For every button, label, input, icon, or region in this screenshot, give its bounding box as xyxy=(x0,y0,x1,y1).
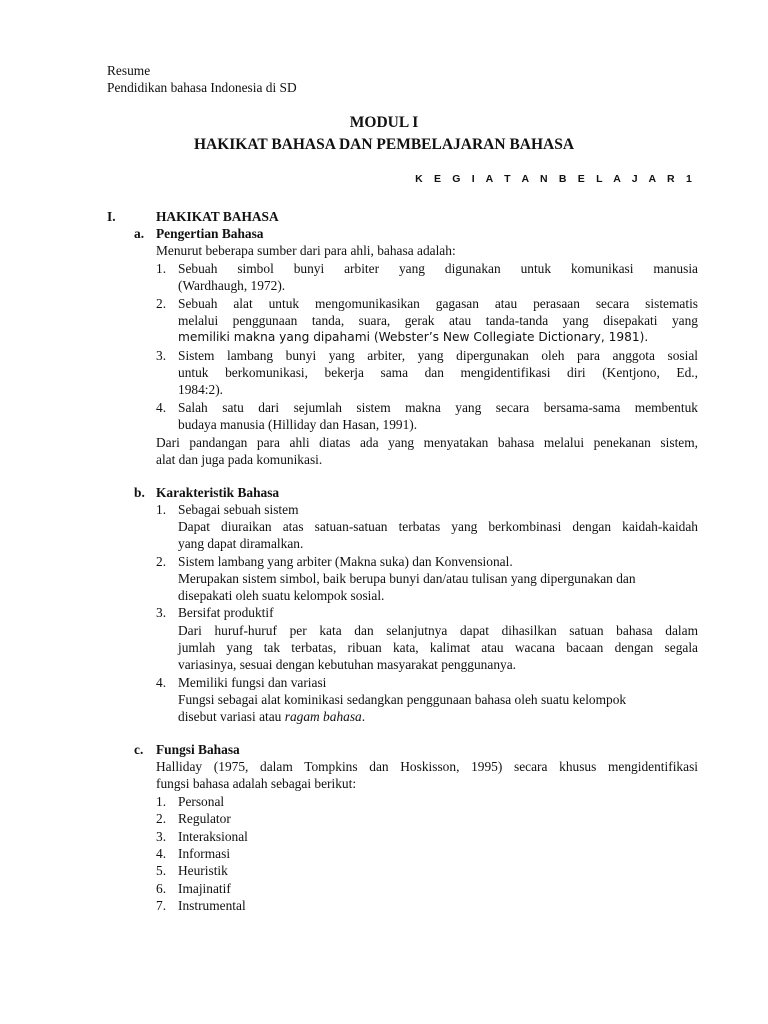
list-item-text: Fungsi sebagai alat kominikasi sedangkan penggunaan bahasa oleh suatu kelompok xyxy=(178,692,627,707)
subsection-letter: a. xyxy=(134,226,145,241)
list-number: 3. xyxy=(156,348,167,363)
list-number: 2. xyxy=(156,296,167,311)
paragraph: Dari pandangan para ahli diatas ada yang menyatakan bahasa melalui penekanan sistem, xyxy=(156,435,698,450)
paragraph: alat dan juga pada komunikasi. xyxy=(156,452,323,467)
list-item-text: untuk berkomunikasi, bekerja sama dan mengidentifikasi diri (Kentjono, Ed., xyxy=(178,365,698,380)
subsection-letter: b. xyxy=(134,485,145,500)
list-item-text: melalui penggunaan tanda, suara, gerak atau tanda-tanda yang disepakati yang xyxy=(178,313,698,328)
kegiatan-label: K E G I A T A N B E L A J A R 1 xyxy=(415,173,696,185)
list-item-text: variasinya, sesuai dengan kebutuhan masyarakat penggunanya. xyxy=(178,657,516,672)
list-item-text: Imajinatif xyxy=(178,881,231,896)
list-number: 4. xyxy=(156,400,167,415)
modul-title: MODUL I xyxy=(349,114,419,131)
list-item-text xyxy=(178,708,365,725)
list-item-text: (Wardhaugh, 1972). xyxy=(178,278,286,293)
list-item-title: Memiliki fungsi dan variasi xyxy=(178,675,327,690)
list-item-text: Personal xyxy=(178,794,225,809)
list-item-text: memiliki makna yang dipahami (Webster’s New Collegiate Dictionary, 1981). xyxy=(178,330,649,344)
list-item-title: Sistem lambang yang arbiter (Makna suka) dan Konvensional. xyxy=(178,554,513,569)
section-number: I. xyxy=(107,209,116,224)
list-item-text: Sistem lambang bunyi yang arbiter, yang dipergunakan oleh para anggota sosial xyxy=(178,348,698,363)
list-item-text: Interaksional xyxy=(178,829,248,844)
ragam-bahasa-term: ragam bahasa xyxy=(284,709,362,724)
list-item-text: Sebuah simbol bunyi arbiter yang digunakan untuk komunikasi manusia xyxy=(178,261,698,276)
list-item-text: Dari huruf-huruf per kata dan selanjutnya dapat dihasilkan satuan bahasa dalam xyxy=(178,623,698,638)
text-span: . xyxy=(361,709,366,724)
list-number: 2. xyxy=(156,554,167,569)
list-item-text: Dapat diuraikan atas satuan-satuan terbatas yang berkombinasi dengan kaidah-kaidah xyxy=(178,519,698,534)
list-number: 3. xyxy=(156,829,167,844)
list-item-text: Instrumental xyxy=(178,898,246,913)
list-item-text: Regulator xyxy=(178,811,231,826)
list-number: 4. xyxy=(156,675,167,690)
main-title: HAKIKAT BAHASA DAN PEMBELAJARAN BAHASA xyxy=(193,136,575,153)
list-item-text: Sebuah alat untuk mengomunikasikan gagasan atau perasaan secara sistematis xyxy=(178,296,698,311)
list-number: 1. xyxy=(156,794,167,809)
list-item-text: budaya manusia (Hilliday dan Hasan, 1991). xyxy=(178,417,418,432)
list-number: 5. xyxy=(156,863,167,878)
list-item-text: 1984:2). xyxy=(178,382,224,397)
header-resume: Resume xyxy=(107,63,151,78)
header-course: Pendidikan bahasa Indonesia di SD xyxy=(107,80,297,95)
list-number: 6. xyxy=(156,881,167,896)
list-number: 7. xyxy=(156,898,167,913)
list-number: 1. xyxy=(156,261,167,276)
list-item-text: Merupakan sistem simbol, baik berupa bunyi dan/atau tulisan yang dipergunakan dan xyxy=(178,571,636,586)
subsection-heading: Fungsi Bahasa xyxy=(156,742,240,757)
list-item-text: Salah satu dari sejumlah sistem makna yang secara bersama-sama membentuk xyxy=(178,400,698,415)
paragraph: Menurut beberapa sumber dari para ahli, bahasa adalah: xyxy=(156,243,456,258)
list-number: 3. xyxy=(156,605,167,620)
subsection-letter: c. xyxy=(134,742,144,757)
list-number: 1. xyxy=(156,502,167,517)
subsection-heading: Karakteristik Bahasa xyxy=(156,485,280,500)
list-number: 2. xyxy=(156,811,167,826)
list-item-title: Sebagai sebuah sistem xyxy=(178,502,299,517)
list-item-text: disepakati oleh suatu kelompok sosial. xyxy=(178,588,385,603)
paragraph: fungsi bahasa adalah sebagai berikut: xyxy=(156,776,357,791)
list-item-text: yang dapat diramalkan. xyxy=(178,536,304,551)
list-number: 4. xyxy=(156,846,167,861)
list-item-title: Bersifat produktif xyxy=(178,605,274,620)
list-item-text: Heuristik xyxy=(178,863,228,878)
text-span: disebut variasi atau xyxy=(178,709,285,724)
paragraph: Halliday (1975, dalam Tompkins dan Hoskisson, 1995) secara khusus mengidentifikasi xyxy=(156,759,698,774)
list-item-text: Informasi xyxy=(178,846,231,861)
list-item-text: jumlah yang tak terbatas, ribuan kata, kalimat atau wacana bacaan dengan segala xyxy=(178,640,698,655)
section-heading: HAKIKAT BAHASA xyxy=(156,209,279,224)
subsection-heading: Pengertian Bahasa xyxy=(156,226,264,241)
